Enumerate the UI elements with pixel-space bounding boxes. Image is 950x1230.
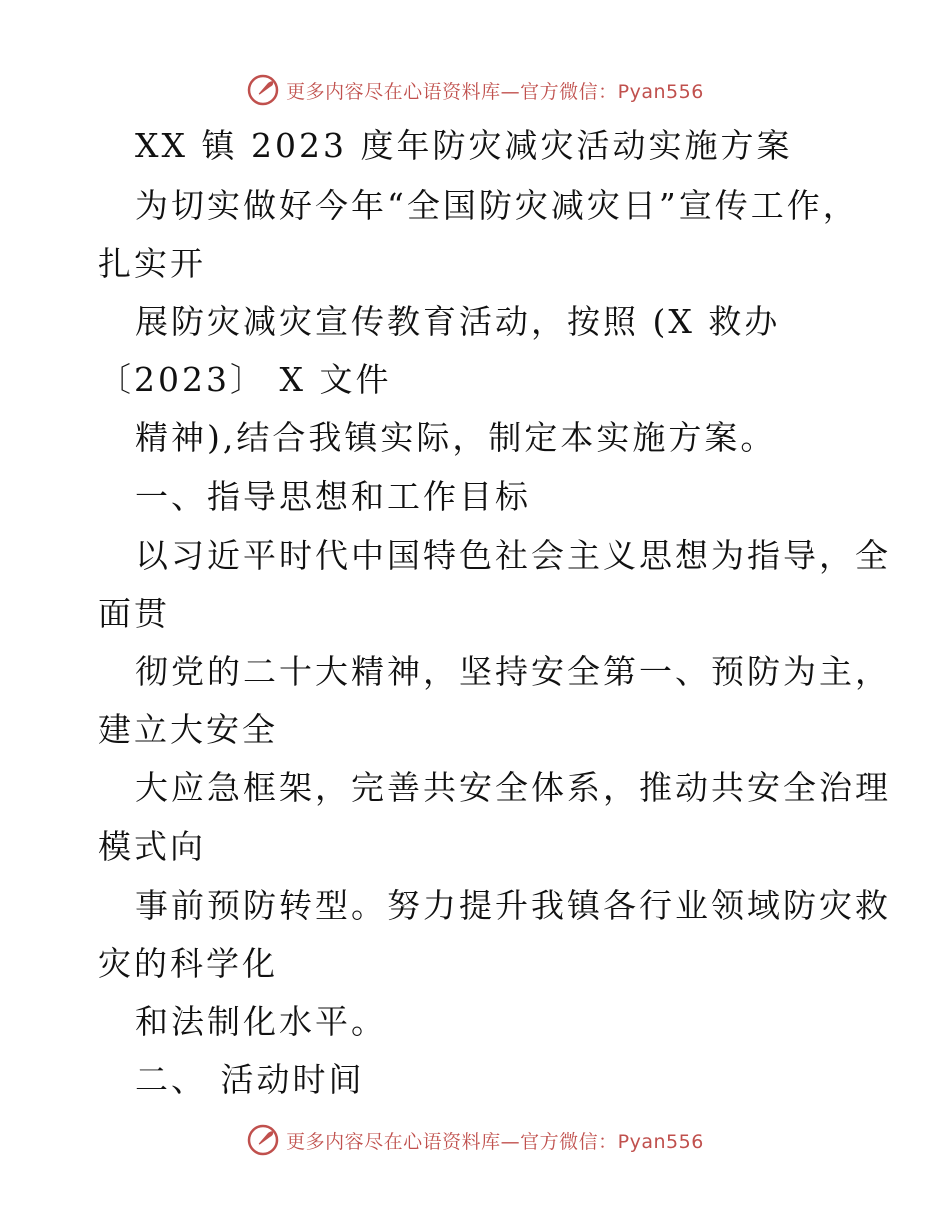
paragraph-line: 精神),结合我镇实际，制定本实施方案。 xyxy=(135,418,777,457)
paragraph-line: 面贯 xyxy=(98,594,170,633)
quill-pen-logo-icon xyxy=(246,1123,280,1157)
paragraph-line: 为切实做好今年“全国防灾减灾日”宣传工作， xyxy=(135,186,859,225)
document-title: XX 镇 2023 度年防灾减灾活动实施方案 xyxy=(135,126,793,165)
paragraph-line: 和法制化水平。 xyxy=(135,1002,387,1041)
paragraph-line: 模式向 xyxy=(98,827,206,866)
paragraph-line: 〔2023〕 X 文件 xyxy=(98,360,392,399)
paragraph-line: 大应急框架，完善共安全体系，推动共安全治理 xyxy=(135,768,891,807)
section-heading: 一、指导思想和工作目标 xyxy=(135,477,531,516)
paragraph-line: 事前预防转型。努力提升我镇各行业领域防灾救 xyxy=(135,886,891,925)
watermark-banner-top xyxy=(0,70,950,110)
paragraph-line: 彻党的二十大精神，坚持安全第一、预防为主， xyxy=(135,652,891,691)
section-heading: 二、 活动时间 xyxy=(135,1060,365,1099)
paragraph-line: 灾的科学化 xyxy=(98,944,278,983)
watermark-banner-bottom xyxy=(0,1120,950,1160)
paragraph-line: 以习近平时代中国特色社会主义思想为指导，全 xyxy=(135,536,891,575)
quill-pen-logo-icon xyxy=(246,73,280,107)
paragraph-line: 建立大安全 xyxy=(98,710,278,749)
watermark-text: 更多内容尽在心语资料库—官方微信：Pyan556 xyxy=(286,1130,704,1153)
watermark-text: 更多内容尽在心语资料库—官方微信：Pyan556 xyxy=(286,80,704,103)
paragraph-line: 扎实开 xyxy=(98,244,206,283)
paragraph-line: 展防灾减灾宣传教育活动，按照 (X 救办 xyxy=(135,302,781,341)
